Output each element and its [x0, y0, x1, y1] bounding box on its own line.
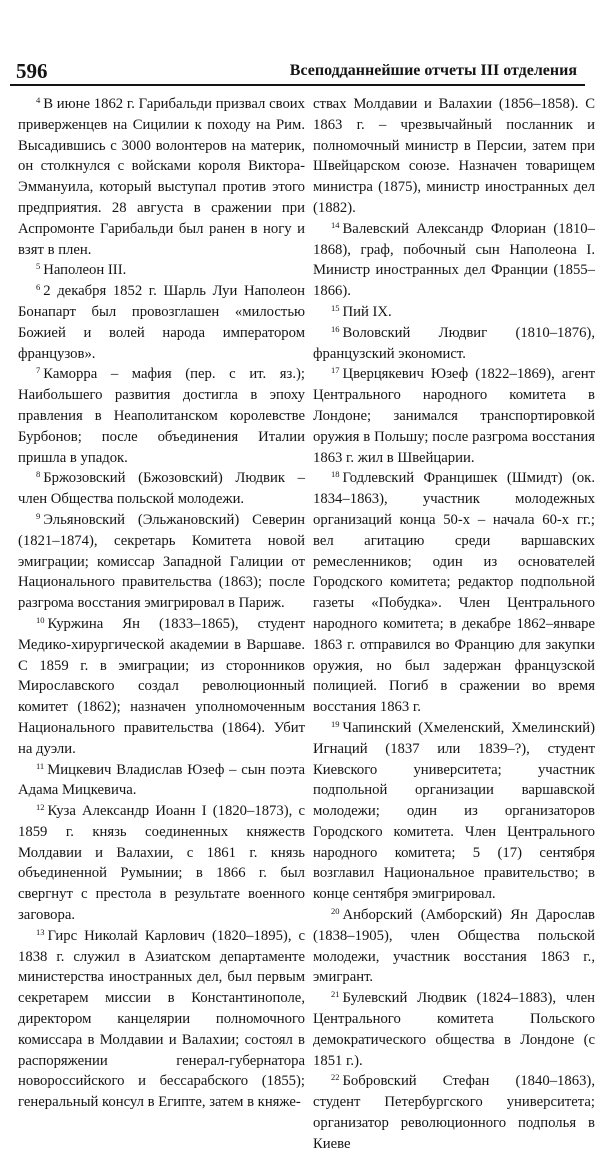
footnote-13-continued — [313, 94, 595, 219]
footnote-18 — [313, 468, 595, 718]
footnote-21 — [313, 988, 595, 1071]
footnote-mark: 22 — [331, 1072, 340, 1083]
footnote-10 — [18, 614, 305, 760]
footnote-mark: 4 — [36, 95, 41, 105]
footnote-mark: 10 — [36, 614, 45, 625]
footnote-text: Чапинский (Хмеленский, Хмелинский) Игнаций (1837 или 1839–?), студент Киевского университета; участник подпольной организации варшавской молодежи; один из организаторов Городского комитета. Член Центрального народного комитета; 5 (17) сентября возглавил Национальное правительство; в конце сентября эмигрировал. — [313, 719, 595, 903]
footnote-8 — [18, 468, 305, 510]
footnote-text: Цверцякевич Юзеф (1822–1869), агент Центрального народного комитета в Лондоне; занимался транспортировкой оружия в Польшу; после разгрома восстания 1863 г. жил в Швейцарии. — [313, 366, 595, 466]
footnote-mark: 9 — [36, 510, 41, 521]
footnote-text: Мицкевич Владислав Юзеф – сын поэта Адама Мицкевича. — [18, 761, 305, 799]
footnote-17 — [313, 364, 595, 468]
footnote-text: 2 декабря 1852 г. Шарль Луи Наполеон Бонапарт был провозглашен «милостью Божией и волей народа императором французов». — [18, 283, 305, 362]
footnote-text: Анборский (Амборский) Ян Дарослав (1838–1905), член Общества польской молодежи, участник восстания 1863 г., эмигрант. — [313, 907, 595, 986]
footnote-6 — [18, 281, 305, 364]
footnote-text: Наполеон III. — [43, 262, 127, 279]
footnote-16 — [313, 323, 595, 365]
footnote-mark: 7 — [36, 365, 41, 376]
footnote-mark: 11 — [36, 760, 45, 771]
footnote-text: Гирс Николай Карлович (1820–1895), с 1838 г. служил в Азиатском департаменте министерства иностранных дел, был первым секретарем миссии в Константинополе, директором канцелярии полномочного комиссара в Молдавии и Валахии; состоял в распоряжении генерал-губернатора новороссийского и бессарабского (1855); генеральный консул в Египте, затем в княже- — [18, 927, 305, 1111]
footnote-mark: 14 — [331, 219, 340, 230]
running-title: Всеподданнейшие отчеты III отделения — [289, 62, 577, 79]
footnote-mark: 18 — [331, 469, 340, 480]
footnote-12 — [18, 801, 305, 926]
header-rule — [10, 84, 585, 86]
footnote-19 — [313, 718, 595, 905]
footnote-text: Эльяновский (Эльжановский) Северин (1821–1874), секретарь Комитета новой эмиграции; комиссар Западной Галиции от Национального правительства (1863); после разгрома восстания эмигрировал в Париж. — [18, 511, 305, 612]
footnote-15 — [313, 302, 595, 323]
footnote-mark: 6 — [36, 282, 41, 293]
right-column — [313, 94, 595, 1152]
footnote-text: Валевский Александр Флориан (1810–1868), граф, побочный сын Наполеона I. Министр иностранных дел Франции (1855–1866). — [313, 220, 595, 300]
footnote-22 — [313, 1071, 595, 1154]
footnote-9 — [18, 510, 305, 614]
footnote-11 — [18, 760, 305, 802]
footnote-text: В июне 1862 г. Гарибальди призвал своих приверженцев на Сицилии к походу на Рим. Высадившись с 3000 волонтеров на материк, он столкнулся с войсками короля Виктора-Эммануила, который выступал против этого предприятия. 28 августа в сражении при Аспромонте Гарибальди был ранен в ногу и взят в плен. — [18, 96, 305, 258]
running-header — [10, 58, 585, 84]
footnote-7 — [18, 364, 305, 468]
footnote-text: Каморра – мафия (пер. с ит. яз.); Наибольшего развития достигла в эпоху правления в Неаполитанском королевстве Бурбонов; после объединения Италии пришла в упадок. — [18, 366, 305, 466]
footnote-5 — [18, 260, 305, 281]
footnote-text: Годлевский Францишек (Шмидт) (ок. 1834–1863), участник молодежных организаций конца 50-х – начала 60-х гг.; вел агитацию среди варшавских ремесленников; один из основателей Городского комитета; редактор подпольной газеты «Побудка». Член Центрального народного комитета; в декабре 1862–январе 1863 г. отправился во Францию для закупки оружия, но был задержан французской полицией. Погиб в сражении во время восстания 1863 г. — [313, 470, 595, 716]
footnote-mark: 19 — [331, 718, 340, 729]
footnote-20 — [313, 905, 595, 988]
footnote-text: Куза Александр Иоанн I (1820–1873), с 1859 г. князь соединенных княжеств Молдавии и Валахии, с 1861 г. князь объединенной Румынии; в 1866 г. был свергнут с престола в результате военного заговора. — [18, 803, 305, 924]
footnote-text: Бржозовский (Бжозовский) Людвик – член Общества польской молодежи. — [18, 470, 305, 508]
footnote-mark: 15 — [331, 302, 340, 313]
footnote-mark: 20 — [331, 906, 340, 917]
page-number: 596 — [16, 59, 48, 83]
footnote-mark: 12 — [36, 802, 45, 813]
footnote-mark: 16 — [331, 323, 340, 334]
footnote-text: Куржина Ян (1833–1865), студент Медико-хирургической академии в Варшаве. С 1859 г. в эмиграции; из сторонников Мирославского создал революционный комитет (1862); назначен уполномоченным Национального правительства (1864). Убит на дуэли. — [18, 615, 305, 757]
footnote-text: ствах Молдавии и Валахии (1856–1858). С 1863 г. – чрезвычайный посланник и полномочный министр в Персии, затем при Швейцарском союзе. Назначен товарищем министра (1875), министр иностранных дел (1882). — [313, 96, 595, 216]
footnote-13 — [18, 926, 305, 1113]
footnote-mark: 8 — [36, 469, 41, 480]
footnote-text: Бобровский Стефан (1840–1863), студент Петербургского университета; организатор революционного подполья в Киеве — [313, 1073, 595, 1152]
footnote-14 — [313, 219, 595, 302]
left-column — [18, 94, 305, 1111]
footnote-4 — [18, 94, 305, 260]
footnote-mark: 21 — [331, 989, 340, 1000]
footnote-mark: 13 — [36, 926, 45, 937]
footnote-text: Воловский Людвиг (1810–1876), французский экономист. — [313, 324, 595, 362]
footnote-text: Пий IX. — [342, 303, 392, 320]
footnote-text: Булевский Людвик (1824–1883), член Центрального комитета Польского демократического общества в Лондоне (с 1851 г.). — [313, 990, 595, 1069]
footnote-mark: 5 — [36, 261, 41, 272]
footnote-mark: 17 — [331, 365, 340, 376]
